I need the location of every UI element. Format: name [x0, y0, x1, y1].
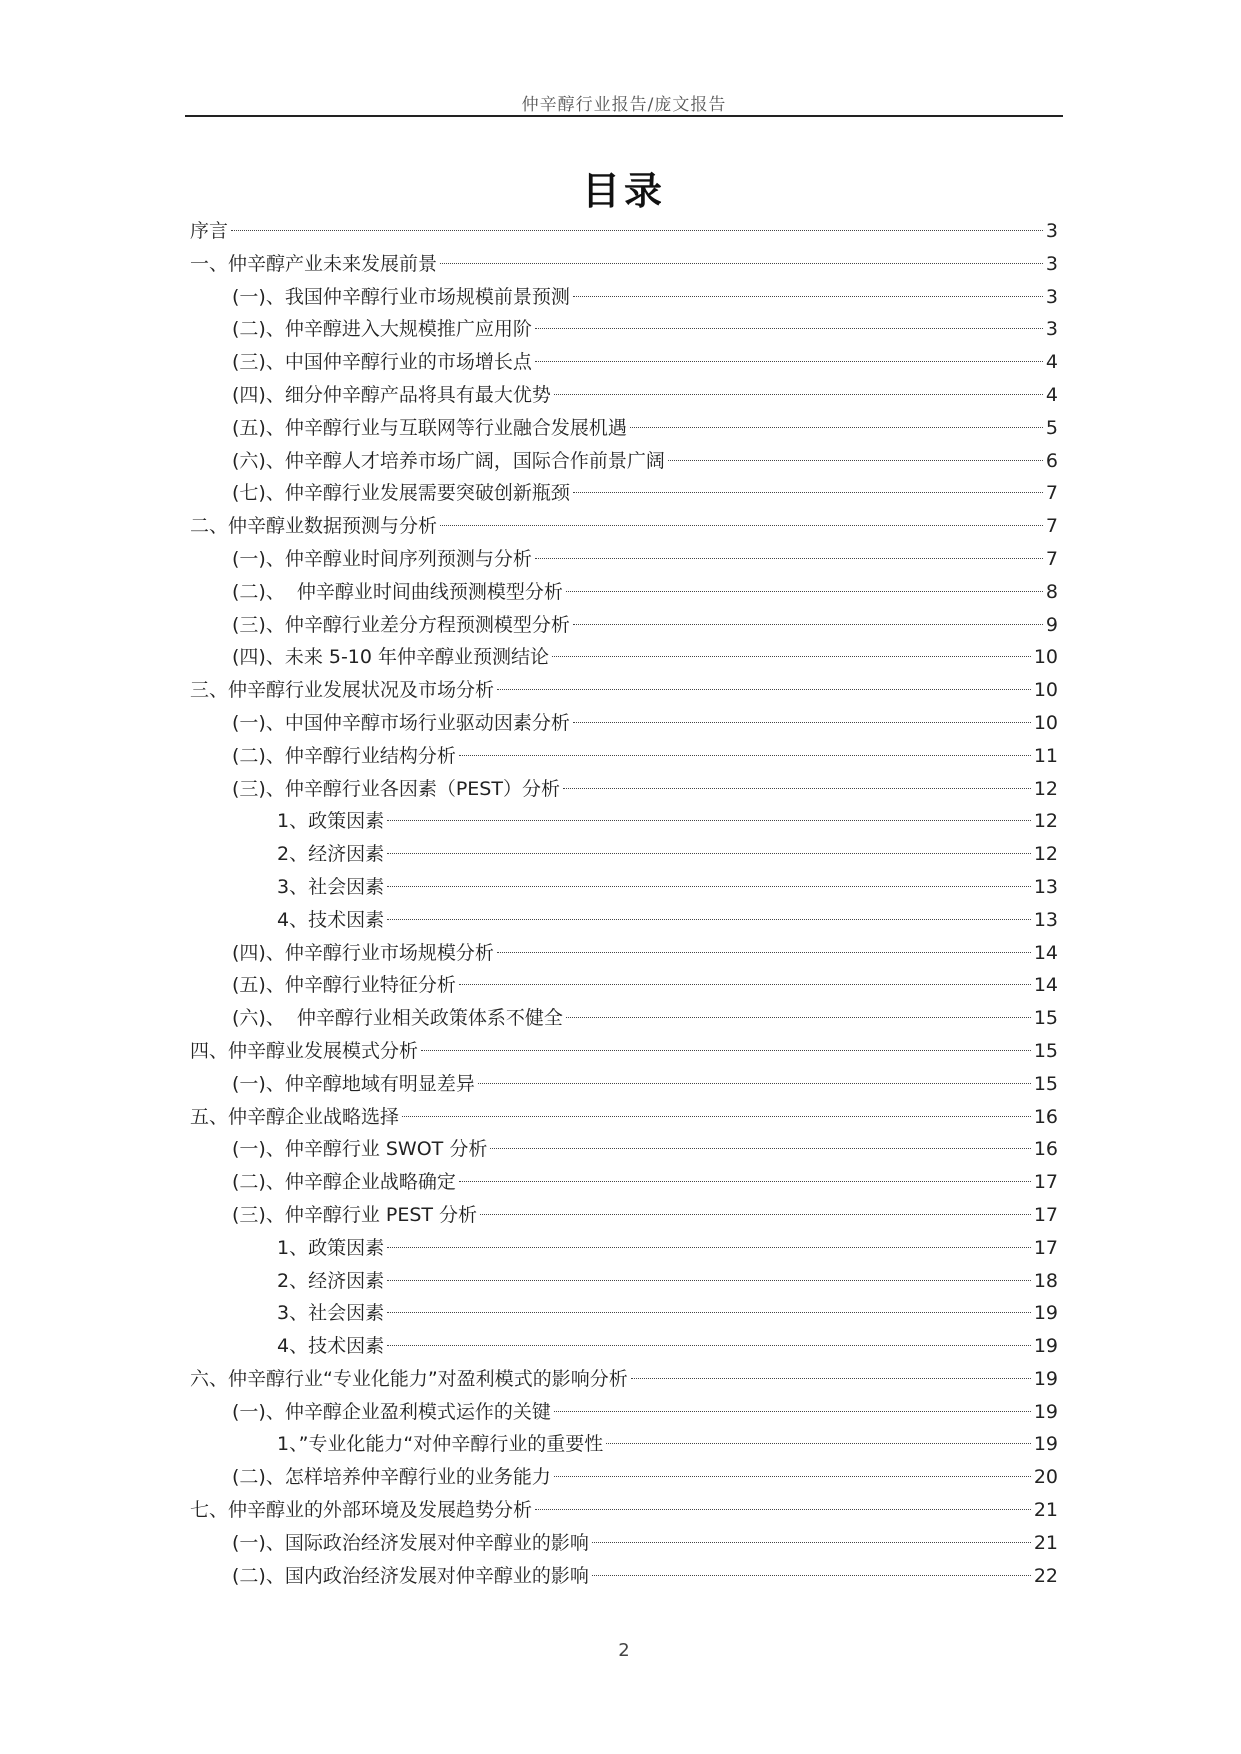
toc-dot-leader — [552, 656, 1031, 657]
toc-entry-label: (五)、仲辛醇行业特征分析 — [232, 974, 456, 997]
toc-entry-label: 3、社会因素 — [277, 875, 385, 898]
toc-dot-leader — [231, 230, 1043, 231]
toc-entry-label: 2、经济因素 — [277, 843, 385, 866]
toc-entry[interactable] — [190, 1363, 1058, 1396]
toc-entry[interactable] — [190, 1330, 1058, 1363]
table-of-contents — [190, 215, 1058, 1592]
toc-entry-label: (四)、细分仲辛醇产品将具有最大优势 — [232, 383, 551, 406]
toc-entry-page-number: 14 — [1033, 941, 1058, 964]
toc-entry-label: 2、经济因素 — [277, 1269, 385, 1292]
toc-entry-label: (二)、怎样培养仲辛醇行业的业务能力 — [232, 1466, 551, 1489]
toc-dot-leader — [563, 788, 1031, 789]
toc-entry[interactable] — [190, 248, 1058, 281]
toc-entry[interactable] — [190, 1560, 1058, 1593]
toc-entry-label: 3、社会因素 — [277, 1302, 385, 1325]
page-number: 2 — [618, 1640, 630, 1661]
toc-entry-label: (五)、仲辛醇行业与互联网等行业融合发展机遇 — [232, 416, 627, 439]
toc-entry[interactable] — [190, 281, 1058, 314]
toc-entry-label: 七、仲辛醇业的外部环境及发展趋势分析 — [190, 1499, 533, 1522]
toc-entry-page-number: 17 — [1033, 1203, 1058, 1226]
toc-entry[interactable] — [190, 215, 1058, 248]
toc-entry[interactable] — [190, 805, 1058, 838]
toc-entry-page-number: 4 — [1045, 351, 1058, 374]
toc-entry-label: 1、”专业化能力“对仲辛醇行业的重要性 — [277, 1433, 604, 1456]
toc-entry-label: (三)、仲辛醇行业各因素（PEST）分析 — [232, 777, 560, 800]
header-divider — [185, 115, 1063, 117]
toc-entry-page-number: 7 — [1045, 482, 1058, 505]
toc-entry[interactable] — [190, 641, 1058, 674]
toc-entry-page-number: 10 — [1033, 711, 1058, 734]
toc-entry-page-number: 16 — [1033, 1138, 1058, 1161]
toc-entry-page-number: 3 — [1045, 220, 1058, 242]
toc-entry[interactable] — [190, 1166, 1058, 1199]
toc-entry-label: (一)、仲辛醇企业盈利模式运作的关键 — [232, 1400, 551, 1423]
toc-entry-page-number: 15 — [1033, 1072, 1058, 1095]
toc-dot-leader — [592, 1542, 1031, 1543]
toc-entry[interactable] — [190, 609, 1058, 642]
toc-entry-page-number: 3 — [1045, 285, 1058, 308]
toc-entry[interactable] — [190, 1068, 1058, 1101]
toc-entry[interactable] — [190, 1002, 1058, 1035]
toc-entry-page-number: 12 — [1033, 810, 1058, 833]
toc-entry-label: 4、技术因素 — [277, 1335, 385, 1358]
toc-entry-label: 五、仲辛醇企业战略选择 — [190, 1105, 400, 1128]
toc-entry-page-number: 7 — [1045, 547, 1058, 570]
toc-entry-label: (一)、中国仲辛醇市场行业驱动因素分析 — [232, 711, 570, 734]
toc-entry-page-number: 3 — [1045, 318, 1058, 341]
toc-dot-leader — [387, 886, 1031, 887]
toc-entry-page-number: 12 — [1033, 777, 1058, 800]
toc-entry-page-number: 9 — [1045, 613, 1058, 636]
toc-dot-leader — [478, 1083, 1031, 1084]
toc-entry-page-number: 12 — [1033, 843, 1058, 866]
toc-dot-leader — [573, 722, 1031, 723]
toc-entry[interactable] — [190, 904, 1058, 937]
toc-entry-page-number: 6 — [1045, 449, 1058, 472]
toc-dot-leader — [387, 1280, 1031, 1281]
toc-dot-leader — [535, 361, 1043, 362]
toc-entry[interactable] — [190, 838, 1058, 871]
toc-entry-page-number: 8 — [1045, 580, 1058, 603]
toc-dot-leader — [480, 1214, 1031, 1215]
toc-entry[interactable] — [190, 674, 1058, 707]
toc-entry-page-number: 17 — [1033, 1171, 1058, 1194]
toc-entry[interactable] — [190, 1133, 1058, 1166]
toc-entry-page-number: 15 — [1033, 1039, 1058, 1062]
toc-entry-page-number: 15 — [1033, 1007, 1058, 1030]
toc-entry-label: (二)、 仲辛醇业时间曲线预测模型分析 — [232, 580, 563, 603]
toc-dot-leader — [440, 525, 1043, 526]
toc-entry[interactable] — [190, 412, 1058, 445]
toc-entry-label: (六)、 仲辛醇行业相关政策体系不健全 — [232, 1007, 563, 1030]
toc-entry-label: 四、仲辛醇业发展模式分析 — [190, 1039, 419, 1062]
toc-entry-page-number: 16 — [1033, 1105, 1058, 1128]
toc-entry-label: (一)、仲辛醇行业 SWOT 分析 — [232, 1138, 488, 1161]
toc-entry[interactable] — [190, 1461, 1058, 1494]
toc-dot-leader — [554, 394, 1043, 395]
toc-entry[interactable] — [190, 1035, 1058, 1068]
toc-entry-page-number: 13 — [1033, 875, 1058, 898]
toc-entry-label: (二)、仲辛醇进入大规模推广应用阶 — [232, 318, 532, 341]
toc-dot-leader — [387, 1345, 1031, 1346]
toc-dot-leader — [573, 624, 1043, 625]
toc-dot-leader — [631, 1378, 1031, 1379]
toc-dot-leader — [554, 1476, 1031, 1477]
toc-entry-label: (七)、仲辛醇行业发展需要突破创新瓶颈 — [232, 482, 570, 505]
toc-entry-label: (一)、仲辛醇业时间序列预测与分析 — [232, 547, 532, 570]
toc-dot-leader — [421, 1050, 1031, 1051]
toc-entry-page-number: 19 — [1033, 1367, 1058, 1390]
toc-entry[interactable] — [190, 346, 1058, 379]
toc-entry-label: 一、仲辛醇产业未来发展前景 — [190, 252, 438, 275]
toc-entry-label: 4、技术因素 — [277, 908, 385, 931]
toc-entry-label: (一)、我国仲辛醇行业市场规模前景预测 — [232, 285, 570, 308]
toc-dot-leader — [606, 1443, 1031, 1444]
toc-dot-leader — [566, 591, 1043, 592]
toc-dot-leader — [402, 1116, 1031, 1117]
toc-entry-page-number: 4 — [1045, 383, 1058, 406]
toc-dot-leader — [387, 853, 1031, 854]
toc-dot-leader — [573, 296, 1043, 297]
toc-dot-leader — [554, 1411, 1031, 1412]
toc-dot-leader — [490, 1148, 1030, 1149]
toc-entry-page-number: 10 — [1033, 646, 1058, 669]
toc-dot-leader — [459, 755, 1031, 756]
toc-entry[interactable] — [190, 379, 1058, 412]
toc-entry[interactable] — [190, 445, 1058, 478]
toc-entry[interactable] — [190, 510, 1058, 543]
toc-entry-label: (二)、仲辛醇行业结构分析 — [232, 744, 456, 767]
toc-dot-leader — [592, 1575, 1031, 1576]
toc-entry-label: 六、仲辛醇行业“专业化能力”对盈利模式的影响分析 — [190, 1367, 628, 1390]
toc-entry-label: (四)、仲辛醇行业市场规模分析 — [232, 941, 494, 964]
toc-entry-page-number: 17 — [1033, 1236, 1058, 1259]
toc-entry-label: 序言 — [190, 220, 229, 242]
toc-entry-page-number: 7 — [1045, 515, 1058, 538]
toc-entry[interactable] — [190, 313, 1058, 346]
toc-entry-label: (四)、未来 5-10 年仲辛醇业预测结论 — [232, 646, 550, 669]
toc-entry[interactable] — [190, 543, 1058, 576]
toc-dot-leader — [566, 1017, 1031, 1018]
toc-entry-page-number: 13 — [1033, 908, 1058, 931]
toc-entry-label: 三、仲辛醇行业发展状况及市场分析 — [190, 679, 495, 702]
toc-entry[interactable] — [190, 707, 1058, 740]
toc-entry-label: (三)、仲辛醇行业差分方程预测模型分析 — [232, 613, 570, 636]
toc-entry-page-number: 19 — [1033, 1400, 1058, 1423]
toc-dot-leader — [668, 460, 1043, 461]
toc-entry[interactable] — [190, 969, 1058, 1002]
toc-entry-page-number: 3 — [1045, 252, 1058, 275]
toc-entry[interactable] — [190, 1232, 1058, 1265]
toc-entry-label: (六)、仲辛醇人才培养市场广阔，国际合作前景广阔 — [232, 449, 665, 472]
toc-entry-label: (二)、国内政治经济发展对仲辛醇业的影响 — [232, 1564, 589, 1587]
toc-entry[interactable] — [190, 773, 1058, 806]
toc-entry-label: 1、政策因素 — [277, 810, 385, 833]
toc-entry-label: (一)、仲辛醇地域有明显差异 — [232, 1072, 475, 1095]
toc-dot-leader — [387, 919, 1031, 920]
toc-dot-leader — [387, 1247, 1031, 1248]
toc-dot-leader — [535, 328, 1043, 329]
toc-entry[interactable] — [190, 576, 1058, 609]
toc-entry[interactable] — [190, 937, 1058, 970]
toc-entry-page-number: 21 — [1033, 1499, 1058, 1522]
toc-entry[interactable] — [190, 1428, 1058, 1461]
toc-entry-label: (一)、国际政治经济发展对仲辛醇业的影响 — [232, 1531, 589, 1554]
toc-entry-page-number: 11 — [1033, 744, 1058, 767]
toc-entry-page-number: 19 — [1033, 1335, 1058, 1358]
toc-entry-label: (三)、仲辛醇行业 PEST 分析 — [232, 1203, 478, 1226]
toc-entry[interactable] — [190, 1396, 1058, 1429]
toc-entry[interactable] — [190, 477, 1058, 510]
running-header: 仲辛醇行业报告/庞文报告 — [521, 95, 727, 115]
toc-dot-leader — [387, 1312, 1031, 1313]
toc-dot-leader — [459, 1181, 1031, 1182]
toc-entry-page-number: 19 — [1033, 1433, 1058, 1456]
toc-dot-leader — [535, 558, 1043, 559]
toc-entry-page-number: 22 — [1033, 1564, 1058, 1587]
toc-entry[interactable] — [190, 1297, 1058, 1330]
toc-entry-label: 1、政策因素 — [277, 1236, 385, 1259]
toc-dot-leader — [535, 1509, 1031, 1510]
toc-entry-label: (三)、中国仲辛醇行业的市场增长点 — [232, 351, 532, 374]
toc-entry-page-number: 19 — [1033, 1302, 1058, 1325]
toc-entry-page-number: 5 — [1045, 416, 1058, 439]
toc-entry-page-number: 10 — [1033, 679, 1058, 702]
toc-entry[interactable] — [190, 1199, 1058, 1232]
toc-entry-page-number: 21 — [1033, 1531, 1058, 1554]
toc-dot-leader — [497, 689, 1031, 690]
toc-entry[interactable] — [190, 740, 1058, 773]
toc-entry-page-number: 18 — [1033, 1269, 1058, 1292]
toc-entry-label: 二、仲辛醇业数据预测与分析 — [190, 515, 438, 538]
page-title: 目录 — [581, 169, 666, 213]
toc-entry[interactable] — [190, 871, 1058, 904]
toc-entry[interactable] — [190, 1265, 1058, 1298]
toc-entry-page-number: 20 — [1033, 1466, 1058, 1489]
toc-dot-leader — [440, 263, 1043, 264]
toc-dot-leader — [387, 820, 1031, 821]
toc-dot-leader — [573, 492, 1043, 493]
toc-entry[interactable] — [190, 1494, 1058, 1527]
toc-entry[interactable] — [190, 1101, 1058, 1134]
toc-entry-page-number: 14 — [1033, 974, 1058, 997]
toc-entry[interactable] — [190, 1527, 1058, 1560]
toc-dot-leader — [630, 427, 1043, 428]
toc-entry-label: (二)、仲辛醇企业战略确定 — [232, 1171, 456, 1194]
toc-dot-leader — [497, 952, 1031, 953]
toc-dot-leader — [459, 984, 1031, 985]
